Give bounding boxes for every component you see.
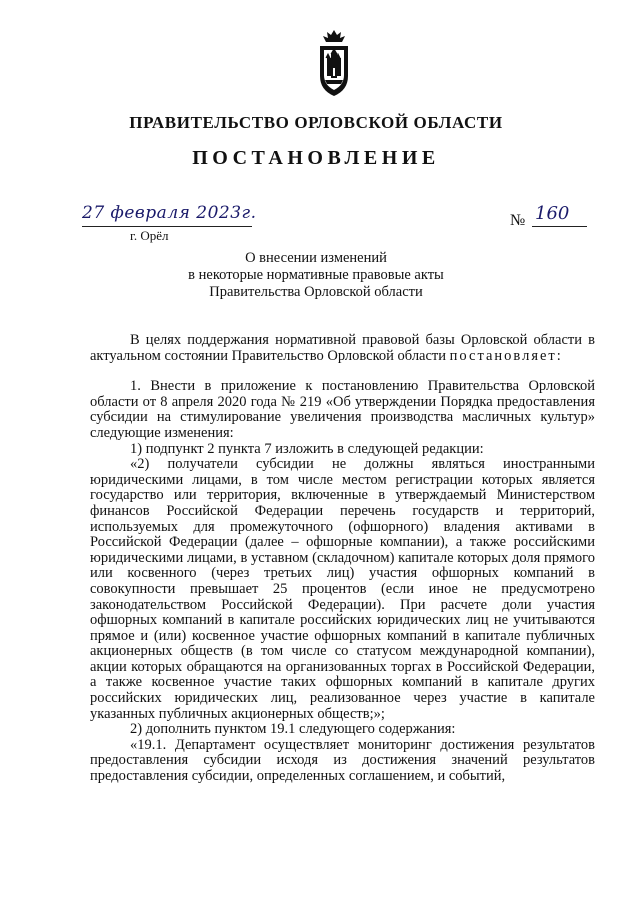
number-label: № bbox=[510, 212, 526, 229]
item-1-2-paragraph: 2) дополнить пунктом 19.1 следующего содержания: bbox=[130, 721, 456, 738]
item-1-2-text-paragraph: «19.1. Департамент осуществляет мониторинг достижения результатов предоставления субсидии исходя из достижения значений результатов предоставления субсидии, определенных соглашением, и событий, bbox=[90, 736, 595, 785]
handwritten-date: 27 февраля 2023г. bbox=[82, 203, 257, 223]
title-line: в некоторые нормативные правовые акты bbox=[188, 267, 444, 283]
date-underline bbox=[82, 226, 252, 227]
document-body bbox=[90, 333, 595, 785]
title-line: О внесении изменений bbox=[245, 250, 387, 266]
item-1-paragraph: 1. Внести в приложение к постановлению Правительства Орловской области от 8 апреля 2020 года № 219 «Об утверждении Порядка предоставления субсидии на стимулирование увеличения производства масличных культур» следующие изменения: bbox=[90, 378, 595, 441]
government-name: ПРАВИТЕЛЬСТВО ОРЛОВСКОЙ ОБЛАСТИ bbox=[129, 113, 503, 132]
document-title bbox=[0, 250, 632, 301]
preamble-text: В целях поддержания нормативной правовой базы Орловской области в актуальном состоянии Правительство Орловской области bbox=[90, 332, 595, 364]
item-1-1-text-paragraph: «2) получатели субсидии не должны являться иностранными юридическими лицами, в том числе местом регистрации которых является государство или территория, включенные в утверждаемый Министерством финансов Российской Федерации перечень государств и территорий, используемых для промежуточного (офшорного) владения активами в Российской Федерации (далее – офшорные компании), а также российскими юридическими лицами, в уставном (складочном) капитале которых доля прямого или косвенного (через третьих лиц) участия офшорных компаний в совокупности превышает 25 процентов (если иное не предусмотрено законодательством Российской Федерации). При расчете доли участия офшорных компаний в капитале российских юридических лиц не учитываются прямое и (или) косвенное участие офшорных компаний в капитале публичных акционерных обществ (в том числе со статусом международной компании), акции которых обращаются на организованных торгах в Российской Федерации, а также косвенное участие таких офшорных компаний в капитале других российских юридических лиц, реализованное через участие в капитале указанных публичных акционерных обществ;»; bbox=[90, 456, 595, 722]
city-label: г. Орёл bbox=[130, 228, 169, 243]
document-type: ПОСТАНОВЛЕНИЕ bbox=[192, 147, 440, 169]
title-line: Правительства Орловской области bbox=[209, 284, 423, 300]
item-1-1-paragraph: 1) подпункт 2 пункта 7 изложить в следующей редакции: bbox=[130, 440, 484, 457]
preamble-decree-word: постановляет bbox=[449, 347, 557, 364]
handwritten-number: 160 bbox=[535, 203, 570, 224]
number-underline bbox=[532, 226, 587, 227]
preamble-colon: : bbox=[556, 347, 561, 364]
preamble-paragraph bbox=[90, 333, 595, 364]
orel-coat-of-arms-icon bbox=[314, 28, 354, 100]
